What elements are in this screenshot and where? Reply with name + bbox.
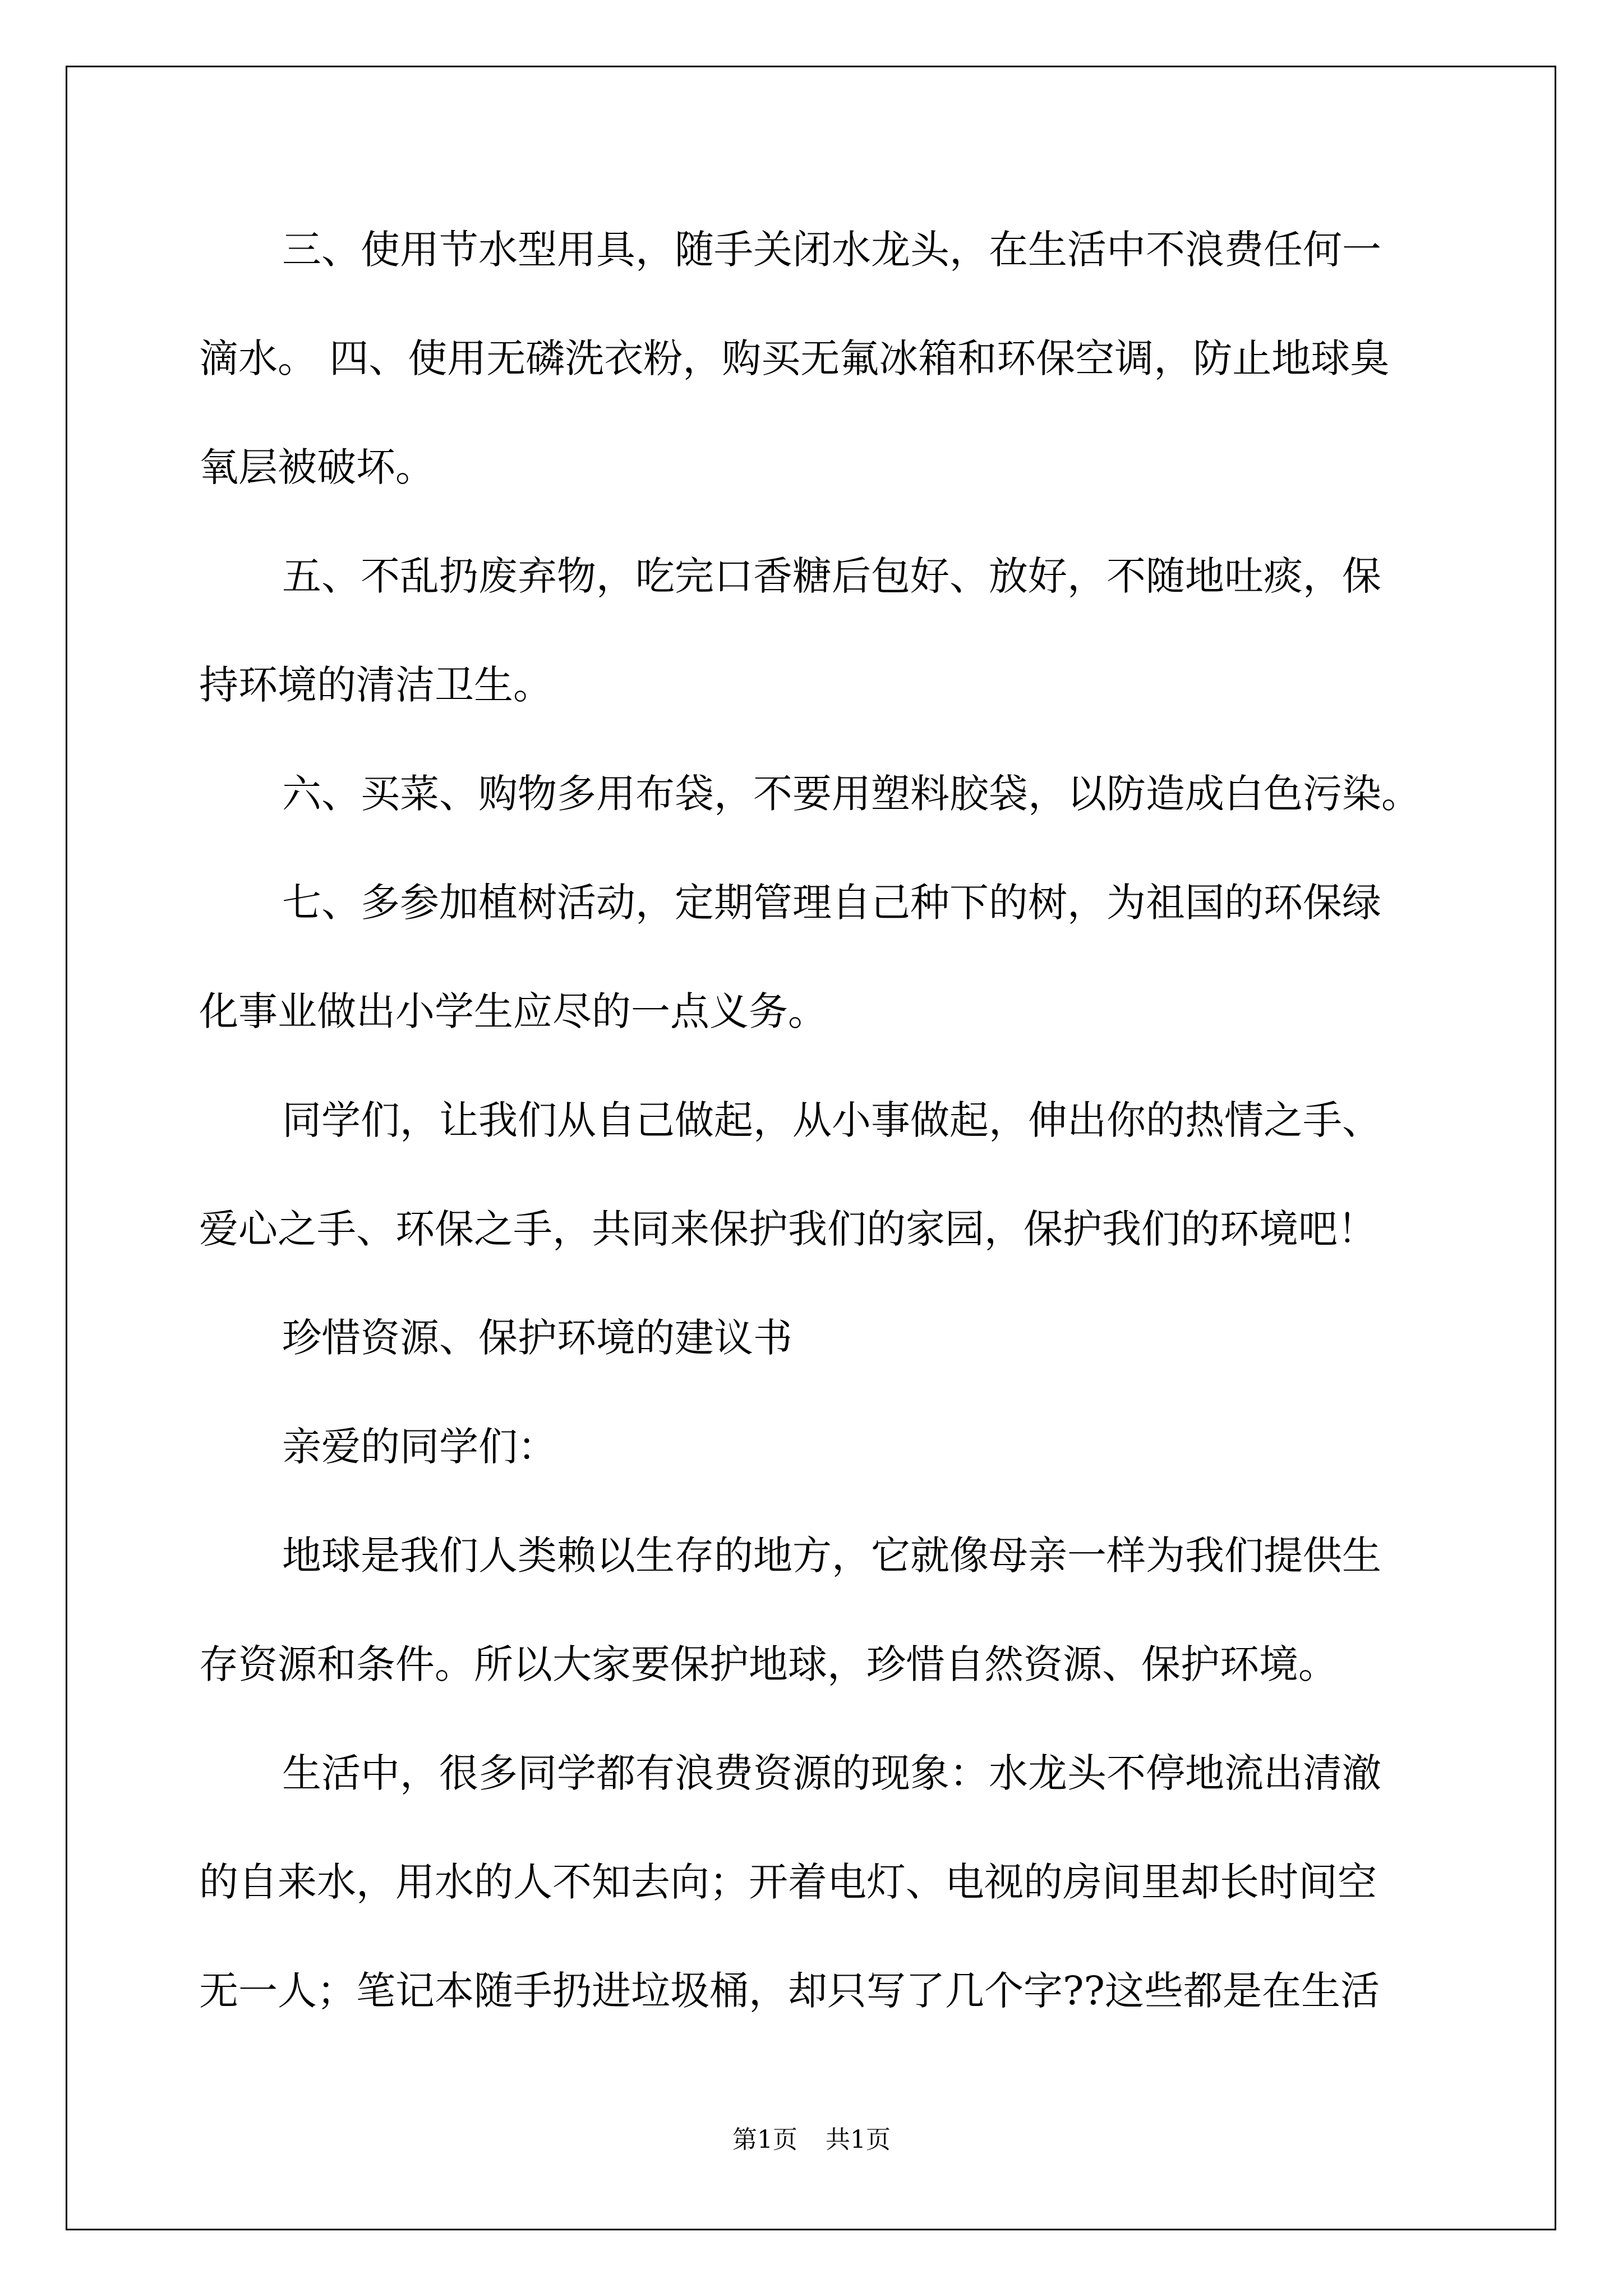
page-footer bbox=[0, 2123, 1623, 2157]
paragraph-line: 氧层被破坏。 bbox=[199, 444, 435, 490]
paragraph-line: 三、使用节水型用具，随手关闭水龙头，在生活中不浪费任何一 bbox=[282, 227, 1381, 273]
salutation: 亲爱的同学们： bbox=[282, 1424, 557, 1470]
paragraph-line: 地球是我们人类赖以生存的地方，它就像母亲一样为我们提供生 bbox=[282, 1533, 1381, 1579]
paragraph-line: 滴水。 四、使用无磷洗衣粉，购买无氟冰箱和环保空调，防止地球臭 bbox=[199, 335, 1390, 381]
page-total: 共1页 bbox=[826, 2125, 891, 2154]
paragraph-line: 化事业做出小学生应尽的一点义务。 bbox=[199, 988, 827, 1034]
paragraph-line: 五、不乱扔废弃物，吃完口香糖后包好、放好，不随地吐痰，保 bbox=[282, 553, 1381, 599]
paragraph-line: 的自来水，用水的人不知去向；开着电灯、电视的房间里却长时间空 bbox=[199, 1859, 1377, 1905]
paragraph-line: 生活中，很多同学都有浪费资源的现象：水龙头不停地流出清澈 bbox=[282, 1750, 1381, 1796]
paragraph-line: 同学们，让我们从自己做起，从小事做起，伸出你的热情之手、 bbox=[282, 1097, 1381, 1143]
page-number: 第1页 bbox=[732, 2125, 797, 2154]
paragraph-line: 存资源和条件。所以大家要保护地球，珍惜自然资源、保护环境。 bbox=[199, 1641, 1338, 1687]
section-title: 珍惜资源、保护环境的建议书 bbox=[282, 1315, 792, 1361]
paragraph-line: 爱心之手、环保之手，共同来保护我们的家园，保护我们的环境吧！ bbox=[199, 1206, 1377, 1252]
paragraph-line: 持环境的清洁卫生。 bbox=[199, 662, 552, 708]
paragraph-line: 无一人；笔记本随手扔进垃圾桶，却只写了几个字??这些都是在生活 bbox=[199, 1968, 1380, 2014]
paragraph-line: 七、多参加植树活动，定期管理自己种下的树，为祖国的环保绿 bbox=[282, 880, 1381, 926]
paragraph-line: 六、买菜、购物多用布袋，不要用塑料胶袋，以防造成白色污染。 bbox=[282, 771, 1421, 817]
